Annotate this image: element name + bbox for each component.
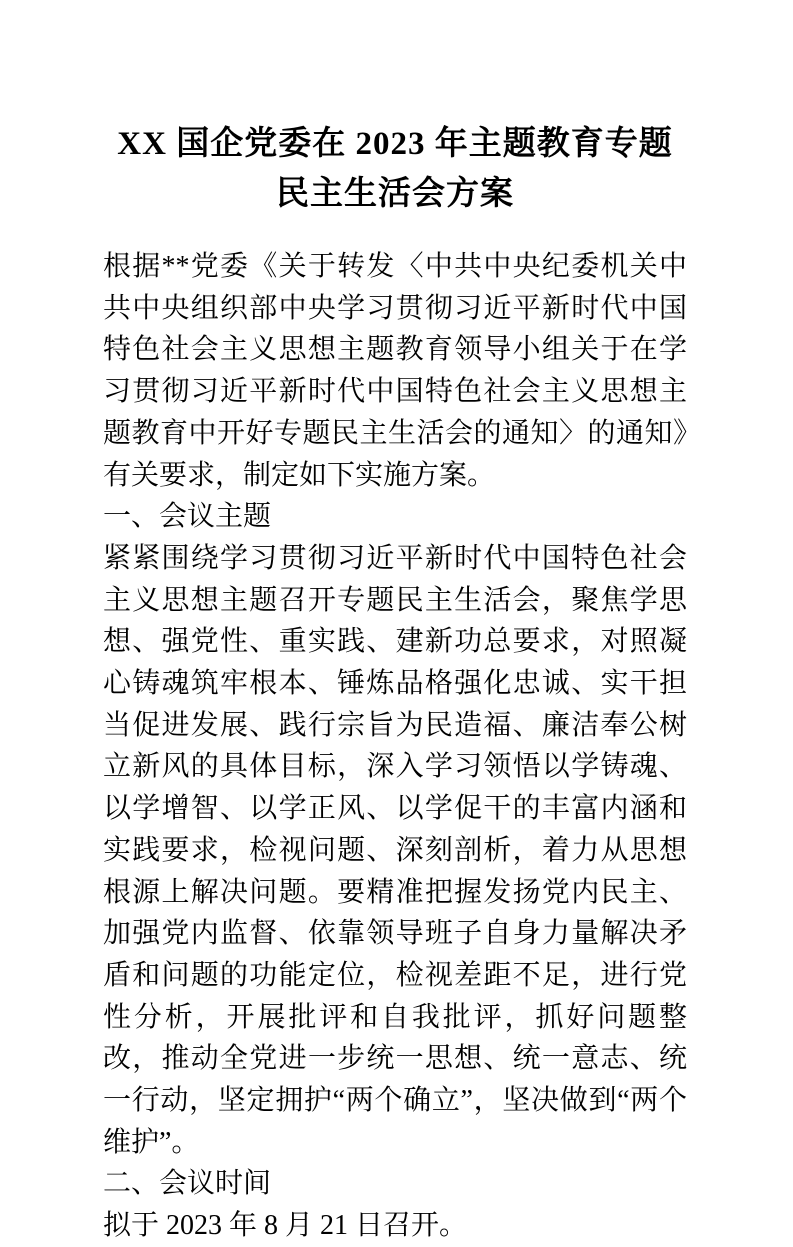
paragraph-meeting-theme-body: 紧紧围绕学习贯彻习近平新时代中国特色社会主义思想主题召开专题民主生活会，聚焦学思想、强党性、重实践、建新功总要求，对照凝心铸魂筑牢根本、锤炼品格强化忠诚、实干担当促进发展、践行宗旨为民造福、廉洁奉公树立新风的具体目标，深入学习领悟以学铸魂、以学增智、以学正风、以学促干的丰富内涵和实践要求，检视问题、深刻剖析，着力从思想根源上解决问题。要精准把握发扬党内民主、加强党内监督、依靠领导班子自身力量解决矛盾和问题的功能定位，检视差距不足，进行党性分析，开展批评和自我批评，抓好问题整改，推动全党进一步统一思想、统一意志、统一行动，坚定拥护“两个确立”，坚决做到“两个维护”。	[103, 542, 687, 1158]
paragraph-intro: 根据**党委《关于转发〈中共中央纪委机关中共中央组织部中央学习贯彻习近平新时代中国特色社会主义思想主题教育领导小组关于在学习贯彻习近平新时代中国特色社会主义思想主题教育中开好专题民主生活会的通知〉的通知》有关要求，制定如下实施方案。	[103, 251, 687, 491]
paragraph-meeting-time-body: 拟于 2023 年 8 月 21 日召开。	[103, 1210, 468, 1242]
section-heading-meeting-theme: 一、会议主题	[103, 501, 272, 533]
document-title: XX 国企党委在 2023 年主题教育专题民主生活会方案	[117, 126, 673, 212]
section-heading-meeting-time: 二、会议时间	[103, 1168, 272, 1200]
